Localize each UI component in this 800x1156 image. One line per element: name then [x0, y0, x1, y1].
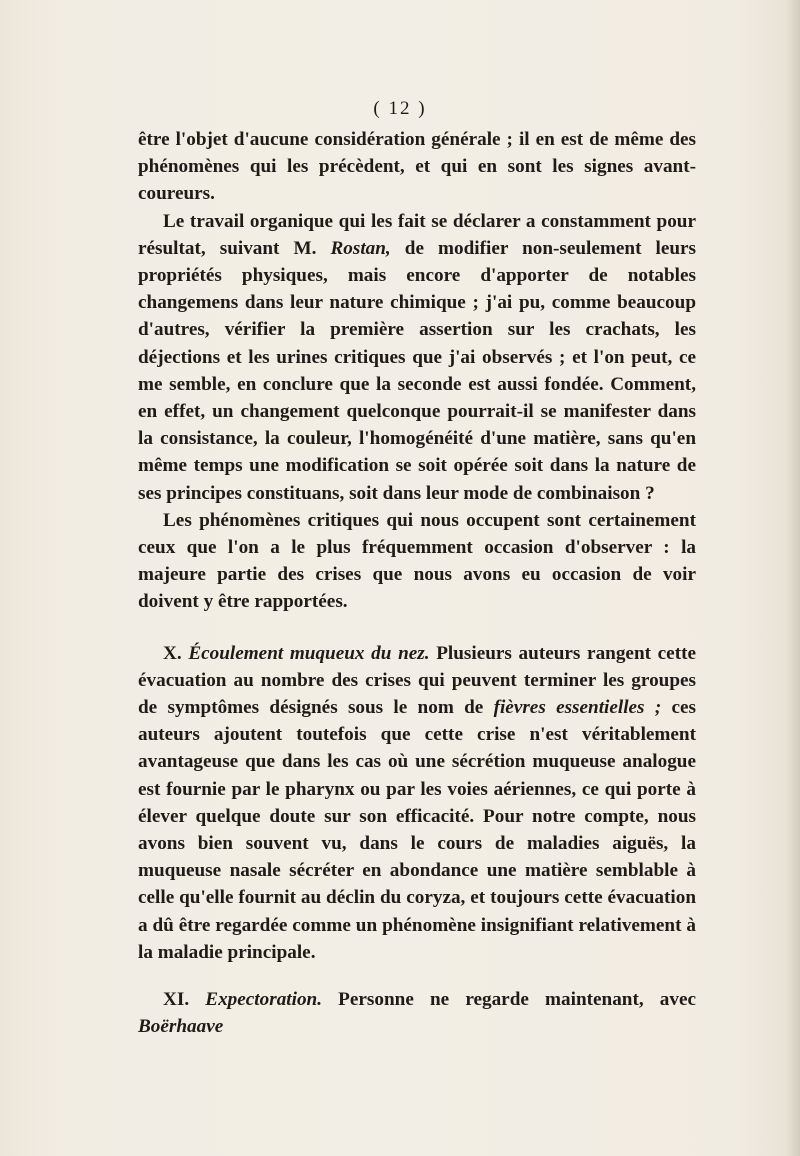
paragraph-1-text: être l'objet d'aucune considération générale ; il en est de même des phénomènes qui les précèdent, et qui en sont les signes avant-coureurs. [138, 129, 696, 205]
body-text [138, 126, 696, 1041]
paragraph-2-text-a: Le travail organique qui les fait se déclarer a constamment pour résultat, suivant M. [138, 210, 696, 259]
section-x-term: fièvres essentielles ; [493, 697, 662, 719]
section-x-number: X. [163, 642, 189, 664]
paragraph-3 [138, 507, 696, 616]
paragraph-1 [138, 126, 696, 208]
section-x-text-a: Plusieurs auteurs rangent cette évacuation au nombre des crises qui peuvent terminer les groupes de symptômes désignés sous le nom de [138, 642, 696, 719]
paragraph-3-text: Les phénomènes critiques qui nous occupent sont certainement ceux que l'on a le plus fréquemment occasion d'observer : la majeure partie des crises que nous avons eu occasion de voir doivent y être rapportées. [138, 509, 696, 613]
section-xi [138, 986, 696, 1040]
section-x-title: Écoulement muqueux du nez. [188, 642, 430, 664]
section-x [138, 640, 696, 966]
section-xi-number: XI. [163, 989, 206, 1011]
page-number: ( 12 ) [373, 98, 427, 119]
page-edge-shadow [786, 0, 800, 1156]
author-name-boerhaave: Boërhaave [138, 1016, 224, 1038]
paragraph-2 [138, 208, 696, 507]
paragraph-2-text-b: de modifier non-seulement leurs propriétés physiques, mais encore d'apporter de notables changemens dans leur nature chimique ; j'ai pu, comme beaucoup d'autres, vérifier la première assertion sur les crachats, les déjections et les urines critiques que j'ai observés ; et l'on peut, ce me semble, en conclure que la seconde est aussi fondée. Comment, en effet, un changement quelconque pourrait-il se manifester dans la consistance, la couleur, l'homogénéité d'une matière, sans qu'en même temps une modification se soit opérée soit dans la nature de ses principes constituans, soit dans leur mode de combinaison ? [138, 237, 697, 504]
section-xi-title: Expectoration. [205, 989, 323, 1011]
author-name-rostan: Rostan, [330, 237, 391, 259]
section-x-text-b: ces auteurs ajoutent toutefois que cette crise n'est véritablement avantageuse que dans les cas où une sécrétion muqueuse analogue est fournie par le pharynx ou par les voies aériennes, ce qui porte à élever quelque doute sur son efficacité. Pour notre compte, nous avons bien souvent vu, dans le cours de maladies aiguës, la muqueuse nasale sécréter en abondance une matière semblable à celle qu'elle fournit au déclin du coryza, et toujours cette évacuation a dû être regardée comme un phénomène insignifiant relativement à la maladie principale. [138, 697, 697, 963]
section-xi-text: Personne ne regarde maintenant, avec [322, 989, 697, 1011]
